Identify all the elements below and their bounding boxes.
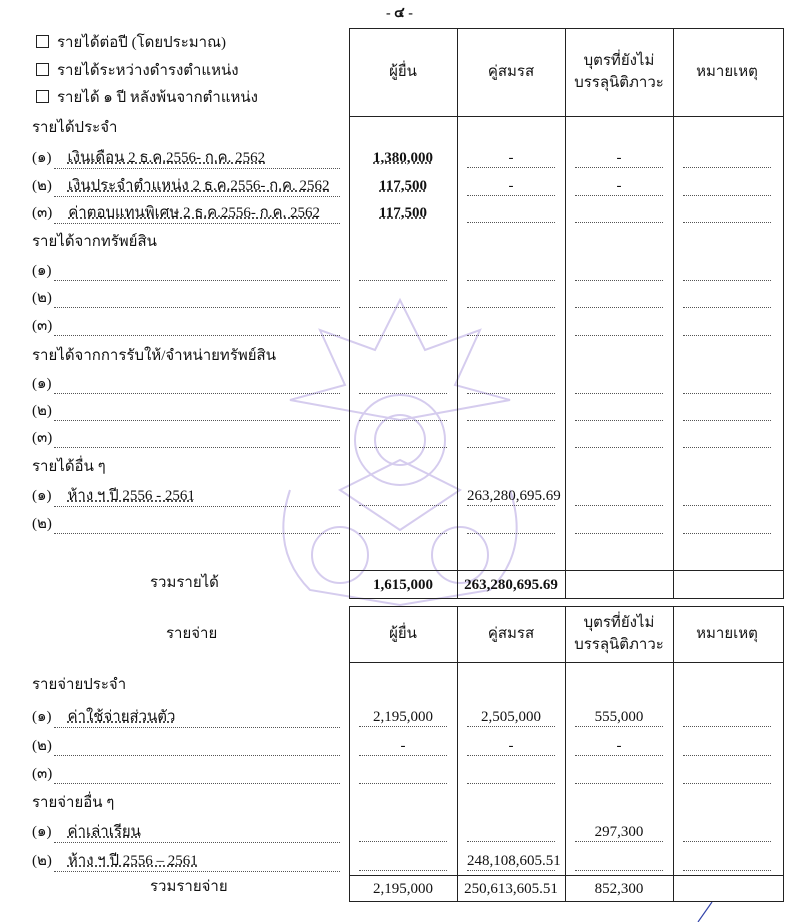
value-cell: - bbox=[575, 737, 663, 756]
value-cell bbox=[467, 317, 555, 336]
item-number: (๓) bbox=[32, 318, 53, 334]
section-title: รายได้จากการรับให้/จำหน่ายทรัพย์สิน bbox=[32, 348, 276, 364]
line-item bbox=[32, 203, 340, 224]
value-cell: 263,280,695.69 bbox=[467, 488, 561, 504]
value-cell bbox=[575, 289, 663, 308]
value-cell bbox=[575, 262, 663, 281]
value-cell bbox=[683, 317, 771, 336]
value-cell: - bbox=[467, 177, 555, 196]
total-value: 2,195,000 bbox=[373, 881, 433, 897]
value-cell bbox=[359, 402, 447, 421]
item-description: เงินประจำตำแหน่ง 2 ธ.ค.2556- ก.ค. 2562 bbox=[54, 176, 340, 197]
value-cell: - bbox=[359, 737, 447, 756]
value-cell: - bbox=[467, 737, 555, 756]
value-cell bbox=[683, 204, 771, 223]
page-number: - ๔ - bbox=[386, 6, 413, 21]
value-cell bbox=[683, 823, 771, 842]
section-title: รายจ่ายประจำ bbox=[32, 677, 127, 693]
item-description bbox=[54, 374, 340, 394]
line-item bbox=[32, 851, 340, 872]
line-item bbox=[32, 428, 340, 448]
value-cell bbox=[359, 289, 447, 308]
line-item bbox=[32, 176, 340, 197]
value-cell bbox=[467, 515, 555, 534]
checkbox[interactable] bbox=[36, 35, 49, 48]
item-number: (๑) bbox=[32, 488, 52, 504]
checkbox-option[interactable] bbox=[36, 33, 226, 53]
column-header: บุตรที่ยังไม่บรรลุนิติภาวะ bbox=[574, 615, 664, 653]
value-cell bbox=[683, 852, 771, 871]
value-cell bbox=[467, 262, 555, 281]
item-number: (๑) bbox=[32, 263, 52, 279]
line-item bbox=[32, 316, 340, 336]
item-number: (๑) bbox=[32, 150, 52, 166]
line-item bbox=[32, 707, 340, 728]
line-item bbox=[32, 486, 340, 507]
value-cell bbox=[683, 737, 771, 756]
line-item bbox=[32, 514, 340, 534]
item-number: (๓) bbox=[32, 430, 53, 446]
section-title: รายจ่ายอื่น ๆ bbox=[32, 795, 115, 811]
item-description: ค่าตอบแทนพิเศษ 2 ธ.ค.2556- ก.ค. 2562 bbox=[54, 203, 340, 224]
line-item bbox=[32, 736, 340, 756]
item-description bbox=[54, 316, 340, 336]
item-number: (๒) bbox=[32, 853, 52, 869]
item-number: (๑) bbox=[32, 709, 52, 725]
item-number: (๒) bbox=[32, 516, 52, 532]
value-cell: 2,195,000 bbox=[359, 708, 447, 727]
checkbox-label: รายได้ ๑ ปี หลังพ้นจากตำแหน่ง bbox=[57, 90, 258, 106]
item-description: ค่าเล่าเรียน bbox=[54, 822, 340, 843]
section-title: รายได้ประจำ bbox=[32, 120, 118, 136]
value-cell bbox=[359, 765, 447, 784]
value-cell bbox=[359, 852, 447, 871]
value-cell bbox=[575, 204, 663, 223]
item-number: (๒) bbox=[32, 738, 52, 754]
total-value: 1,615,000 bbox=[373, 577, 433, 593]
value-cell bbox=[683, 708, 771, 727]
value-cell bbox=[575, 317, 663, 336]
value-cell bbox=[683, 765, 771, 784]
column-header: บุตรที่ยังไม่บรรลุนิติภาวะ bbox=[574, 53, 664, 91]
value-cell bbox=[359, 487, 447, 506]
value-cell: 248,108,605.51 bbox=[467, 853, 561, 869]
value-cell bbox=[467, 204, 555, 223]
value-cell bbox=[683, 262, 771, 281]
line-item bbox=[32, 288, 340, 308]
value-cell: 2,505,000 bbox=[467, 708, 555, 727]
value-cell: 1,380,000 bbox=[373, 150, 433, 166]
item-description bbox=[54, 514, 340, 534]
expense-header-label: รายจ่าย bbox=[166, 626, 218, 642]
value-cell bbox=[359, 823, 447, 842]
checkbox[interactable] bbox=[36, 63, 49, 76]
value-cell bbox=[683, 487, 771, 506]
checkbox[interactable] bbox=[36, 90, 49, 103]
item-description: ห้าง ฯ ปี 2556 – 2561 bbox=[54, 851, 340, 872]
value-cell: 117,500 bbox=[379, 178, 427, 194]
column-header: คู่สมรส bbox=[487, 626, 535, 642]
line-item bbox=[32, 764, 340, 784]
total-value: 263,280,695.69 bbox=[464, 577, 558, 593]
line-item bbox=[32, 822, 340, 843]
value-cell bbox=[683, 375, 771, 394]
pen-mark-icon bbox=[690, 902, 720, 922]
column-header: หมายเหตุ bbox=[696, 626, 758, 642]
item-description bbox=[54, 736, 340, 756]
value-cell bbox=[683, 177, 771, 196]
value-cell bbox=[467, 289, 555, 308]
item-number: (๒) bbox=[32, 403, 52, 419]
column-header: ผู้ยื่น bbox=[389, 626, 417, 642]
value-cell bbox=[359, 429, 447, 448]
value-cell bbox=[575, 487, 663, 506]
item-number: (๑) bbox=[32, 824, 52, 840]
item-description: ห้าง ฯ ปี 2556 - 2561 bbox=[54, 486, 340, 507]
value-cell bbox=[575, 765, 663, 784]
value-cell bbox=[467, 429, 555, 448]
item-description bbox=[54, 261, 340, 281]
value-cell bbox=[359, 317, 447, 336]
column-header: หมายเหตุ bbox=[696, 64, 758, 80]
checkbox-option[interactable] bbox=[36, 61, 239, 81]
checkbox-label: รายได้ระหว่างดำรงตำแหน่ง bbox=[57, 63, 239, 79]
total-value: 250,613,605.51 bbox=[464, 881, 558, 897]
line-item bbox=[32, 261, 340, 281]
item-number: (๒) bbox=[32, 290, 52, 306]
item-description bbox=[54, 288, 340, 308]
value-cell bbox=[575, 429, 663, 448]
section-title: รายได้จากทรัพย์สิน bbox=[32, 234, 157, 250]
line-item bbox=[32, 374, 340, 394]
line-item bbox=[32, 401, 340, 421]
value-cell bbox=[359, 375, 447, 394]
value-cell bbox=[683, 402, 771, 421]
column-header: คู่สมรส bbox=[487, 64, 535, 80]
value-cell bbox=[467, 823, 555, 842]
item-description bbox=[54, 764, 340, 784]
line-item bbox=[32, 148, 340, 169]
item-number: (๑) bbox=[32, 376, 52, 392]
item-description bbox=[54, 428, 340, 448]
value-cell bbox=[575, 375, 663, 394]
item-description: ค่าใช้จ่ายส่วนตัว bbox=[54, 707, 340, 728]
value-cell bbox=[359, 515, 447, 534]
value-cell bbox=[575, 402, 663, 421]
value-cell bbox=[467, 402, 555, 421]
total-value: 852,300 bbox=[594, 881, 644, 897]
value-cell bbox=[683, 515, 771, 534]
item-description: เงินเดือน 2 ธ.ค.2556- ก.ค. 2562 bbox=[54, 148, 340, 169]
total-label: รวมรายได้ bbox=[150, 575, 219, 591]
item-description bbox=[54, 401, 340, 421]
item-number: (๓) bbox=[32, 766, 53, 782]
item-number: (๒) bbox=[32, 178, 52, 194]
value-cell bbox=[575, 852, 663, 871]
item-number: (๓) bbox=[32, 205, 53, 221]
value-cell bbox=[575, 515, 663, 534]
value-cell bbox=[683, 429, 771, 448]
value-cell: 297,300 bbox=[575, 823, 663, 842]
checkbox-option[interactable] bbox=[36, 88, 258, 108]
value-cell bbox=[683, 149, 771, 168]
section-title: รายได้อื่น ๆ bbox=[32, 459, 106, 475]
checkbox-label: รายได้ต่อปี (โดยประมาณ) bbox=[57, 35, 227, 51]
value-cell: - bbox=[467, 149, 555, 168]
value-cell bbox=[683, 289, 771, 308]
value-cell: - bbox=[575, 177, 663, 196]
value-cell bbox=[467, 375, 555, 394]
value-cell bbox=[467, 765, 555, 784]
column-header: ผู้ยื่น bbox=[389, 64, 417, 80]
total-label: รวมรายจ่าย bbox=[150, 879, 228, 895]
value-cell: - bbox=[575, 149, 663, 168]
value-cell: 555,000 bbox=[575, 708, 663, 727]
value-cell: 117,500 bbox=[379, 205, 427, 221]
value-cell bbox=[359, 262, 447, 281]
